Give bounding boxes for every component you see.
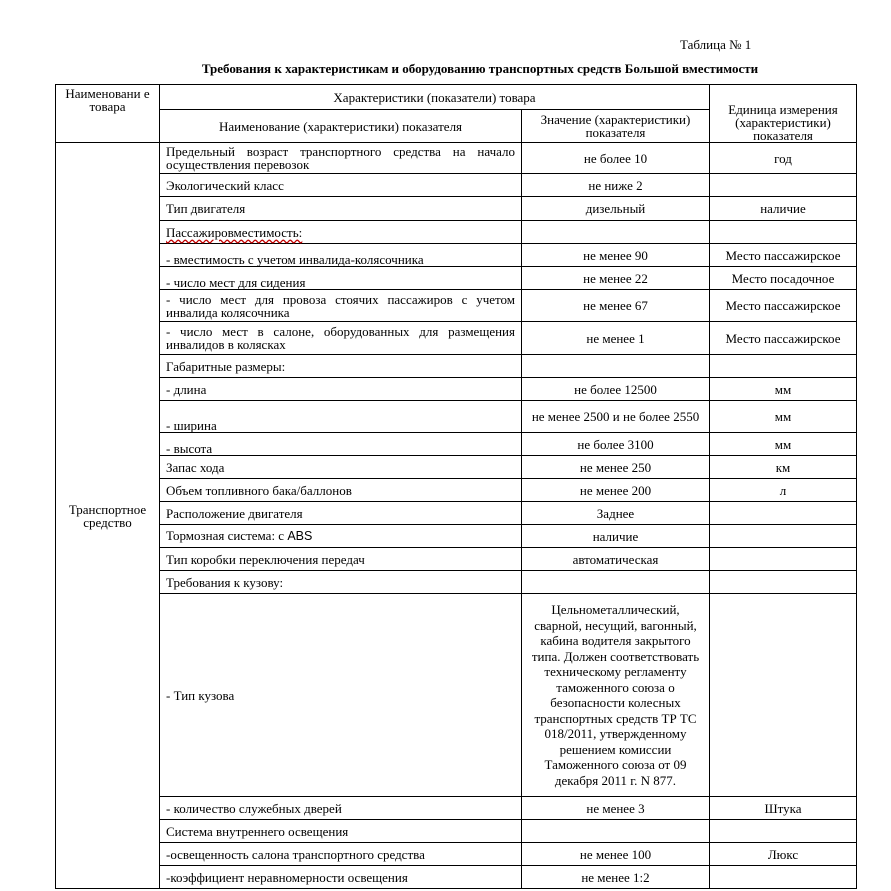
table-row (56, 594, 857, 797)
document-title: Требования к характеристикам и оборудованию транспортных средств Большой вместимости (201, 61, 759, 76)
indicator-unit (710, 355, 857, 378)
indicator-value: не менее 2500 и не более 2550 (522, 401, 710, 433)
indicator-name: - длина (160, 378, 522, 401)
table-row (56, 820, 857, 843)
header-characteristics-group: Характеристики (показатели) товара (160, 85, 710, 110)
requirements-table (55, 84, 857, 889)
indicator-unit: км (710, 456, 857, 479)
table-row (56, 401, 857, 433)
table-row (56, 355, 857, 378)
indicator-value: Цельнометаллический, сварной, несущий, вагонный, кабина водителя закрытого типа. Должен соответствовать техническому регламенту таможенного союза о безопасности колесных транспортных средств ТР ТС 018/2011, утвержденному решением комиссии Таможенного союза от 09 декабря 2011 г. N 877. (522, 594, 710, 797)
header-product-name: Наименовани е товара (56, 85, 160, 143)
indicator-unit: Место пассажирское (710, 244, 857, 267)
table-row (56, 290, 857, 322)
indicator-value: не менее 67 (522, 290, 710, 322)
abs-label: ABS (287, 529, 313, 543)
table-row (56, 143, 857, 174)
indicator-unit (710, 571, 857, 594)
indicator-value: автоматическая (522, 548, 710, 571)
section-title-dimensions: Габаритные размеры: (160, 355, 522, 378)
table-row (56, 548, 857, 571)
section-title-passenger-capacity (160, 221, 522, 244)
table-row (56, 571, 857, 594)
indicator-unit: мм (710, 433, 857, 456)
indicator-value: не более 12500 (522, 378, 710, 401)
indicator-name: -коэффициент неравномерности освещения (160, 866, 522, 889)
section-title-body-requirements: Требования к кузову: (160, 571, 522, 594)
indicator-value (522, 221, 710, 244)
indicator-unit: Люкс (710, 843, 857, 866)
table-number: Таблица № 1 (680, 37, 752, 52)
indicator-value: не менее 200 (522, 479, 710, 502)
indicator-value: не менее 250 (522, 456, 710, 479)
indicator-name: Запас хода (160, 456, 522, 479)
indicator-value: дизельный (522, 197, 710, 221)
indicator-unit: Место пассажирское (710, 322, 857, 355)
indicator-unit: л (710, 479, 857, 502)
header-unit: Единица измерения (характеристики) показателя (710, 85, 857, 143)
indicator-name: -освещенность салона транспортного средства (160, 843, 522, 866)
indicator-unit: Место посадочное (710, 267, 857, 290)
table-row (56, 797, 857, 820)
indicator-name: Тип коробки переключения передач (160, 548, 522, 571)
indicator-unit: мм (710, 401, 857, 433)
indicator-name: Экологический класс (160, 174, 522, 197)
indicator-name: - высота (160, 433, 522, 456)
table-row (56, 378, 857, 401)
indicator-name: - количество служебных дверей (160, 797, 522, 820)
indicator-name: - число мест для провоза стоячих пассажиров с учетом инвалида колясочника (160, 290, 522, 322)
indicator-unit (710, 525, 857, 548)
indicator-name: - число мест в салоне, оборудованных для размещения инвалидов в колясках (160, 322, 522, 355)
indicator-value: не более 3100 (522, 433, 710, 456)
table-row (56, 267, 857, 290)
indicator-value: не менее 1:2 (522, 866, 710, 889)
indicator-unit (710, 548, 857, 571)
indicator-name: - ширина (160, 401, 522, 433)
section-title-interior-lighting: Система внутреннего освещения (160, 820, 522, 843)
table-row (56, 221, 857, 244)
header-indicator-name: Наименование (характеристики) показателя (160, 110, 522, 143)
section-title-text: Пассажировместимость: (166, 224, 303, 240)
indicator-value: не менее 90 (522, 244, 710, 267)
indicator-unit: Место пассажирское (710, 290, 857, 322)
indicator-unit (710, 221, 857, 244)
indicator-name-brake-system (160, 525, 522, 548)
product-cell: Транспортное средство (56, 143, 160, 889)
header-indicator-value: Значение (характеристики) показателя (522, 110, 710, 143)
indicator-name: Предельный возраст транспортного средства на начало осуществления перевозок (160, 143, 522, 174)
indicator-name: - число мест для сидения (160, 267, 522, 290)
table-row (56, 525, 857, 548)
indicator-unit: Штука (710, 797, 857, 820)
indicator-value (522, 355, 710, 378)
table-row (56, 456, 857, 479)
indicator-value: наличие (522, 525, 710, 548)
indicator-value: не менее 22 (522, 267, 710, 290)
indicator-value: не менее 1 (522, 322, 710, 355)
indicator-unit: мм (710, 378, 857, 401)
table-row (56, 197, 857, 221)
indicator-unit: наличие (710, 197, 857, 221)
brake-label: Тормозная система: с (166, 528, 288, 543)
indicator-name: - вместимость с учетом инвалида-колясочника (160, 244, 522, 267)
indicator-value (522, 820, 710, 843)
table-row (56, 322, 857, 355)
indicator-unit (710, 174, 857, 197)
table-row (56, 244, 857, 267)
indicator-value: не менее 100 (522, 843, 710, 866)
indicator-name: - Тип кузова (160, 594, 522, 797)
indicator-name: Расположение двигателя (160, 502, 522, 525)
indicator-unit: год (710, 143, 857, 174)
indicator-unit (710, 502, 857, 525)
indicator-name: Объем топливного бака/баллонов (160, 479, 522, 502)
indicator-unit (710, 820, 857, 843)
table-row (56, 479, 857, 502)
indicator-name: Тип двигателя (160, 197, 522, 221)
indicator-value: Заднее (522, 502, 710, 525)
table-row (56, 843, 857, 866)
indicator-value: не менее 3 (522, 797, 710, 820)
indicator-unit (710, 866, 857, 889)
table-row (56, 866, 857, 889)
table-row (56, 502, 857, 525)
table-row (56, 433, 857, 456)
table-row (56, 174, 857, 197)
indicator-value: не ниже 2 (522, 174, 710, 197)
indicator-value (522, 571, 710, 594)
indicator-unit (710, 594, 857, 797)
indicator-value: не более 10 (522, 143, 710, 174)
